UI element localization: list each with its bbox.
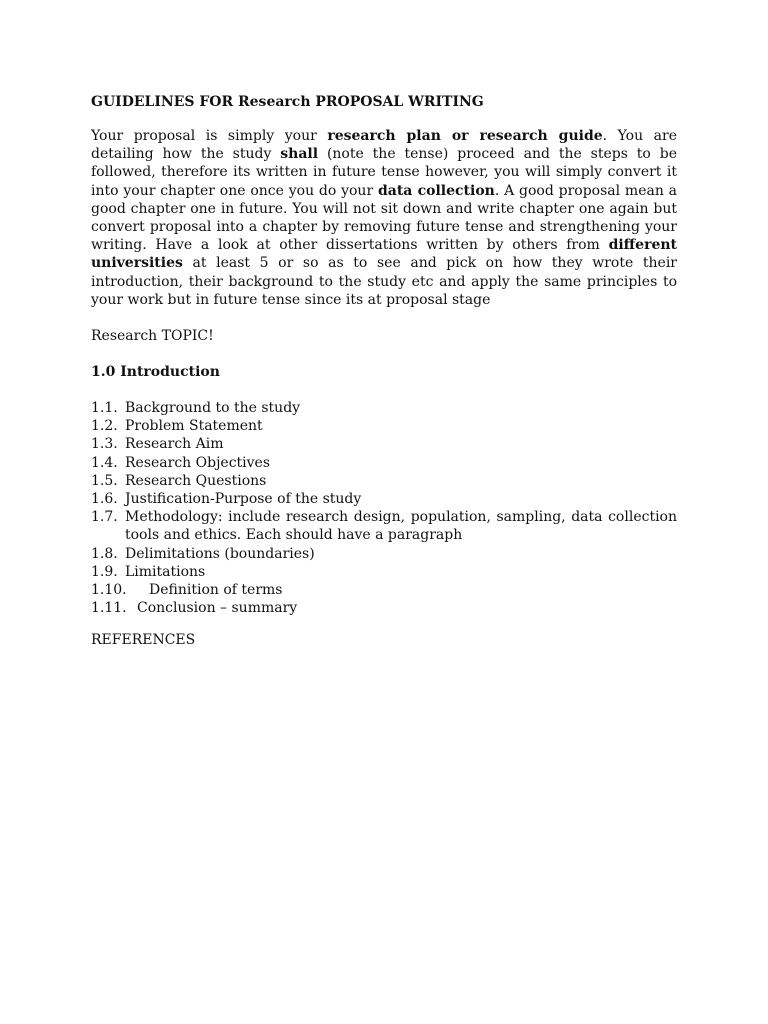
outline-number: 1.2. bbox=[91, 418, 118, 435]
outline-text: Research Aim bbox=[125, 436, 224, 453]
intro-segment-bold: data collection bbox=[377, 182, 495, 199]
section-title: 1.0 Introduction bbox=[91, 364, 220, 381]
outline-item bbox=[91, 581, 677, 599]
outline-item bbox=[91, 508, 677, 544]
outline-text: Methodology: include research design, population, sampling, data collection tools and ethics. Each should have a paragraph bbox=[125, 509, 677, 544]
outline-item bbox=[91, 454, 677, 472]
intro-segment-bold: different universities bbox=[91, 237, 677, 272]
outline-item bbox=[91, 399, 677, 417]
outline-number: 1.10. bbox=[91, 582, 127, 599]
outline-text: Delimitations (boundaries) bbox=[125, 545, 315, 562]
outline-number: 1.8. bbox=[91, 545, 118, 562]
document-heading: GUIDELINES FOR Research PROPOSAL WRITING bbox=[91, 94, 484, 110]
outline-number: 1.6. bbox=[91, 491, 118, 508]
outline-number: 1.1. bbox=[91, 400, 118, 417]
outline-text: Research Questions bbox=[125, 472, 267, 489]
outline-text: Conclusion – summary bbox=[137, 600, 298, 617]
intro-segment-bold: shall bbox=[280, 146, 319, 163]
intro-paragraph bbox=[91, 127, 677, 309]
outline-text: Justification-Purpose of the study bbox=[125, 491, 362, 508]
outline-number: 1.4. bbox=[91, 454, 118, 471]
outline-number: 1.7. bbox=[91, 509, 118, 526]
intro-segment: . You are detailing how the study bbox=[91, 128, 677, 163]
outline-text: Limitations bbox=[125, 563, 206, 580]
outline-item bbox=[91, 599, 677, 617]
outline-item bbox=[91, 563, 677, 581]
outline-text: Definition of terms bbox=[149, 582, 283, 599]
outline-list bbox=[91, 399, 677, 617]
document-body bbox=[91, 91, 677, 650]
outline-number: 1.3. bbox=[91, 436, 118, 453]
research-topic: Research TOPIC! bbox=[91, 328, 214, 345]
intro-segment: Your proposal is simply your bbox=[91, 128, 328, 144]
intro-segment: (note the tense) proceed and the steps to be followed, therefore its written in future tense however, you will simply convert it into your chapter one once you do your bbox=[91, 146, 677, 199]
outline-item bbox=[91, 435, 677, 453]
outline-item bbox=[91, 490, 677, 508]
outline-item bbox=[91, 472, 677, 490]
intro-segment-bold: research plan or research guide bbox=[327, 128, 603, 144]
intro-segment: . A good proposal mean a good chapter one in future. You will not sit down and write chapter one again but convert proposal into a chapter by removing future tense and strengthening your writing. Have a look at other dissertations written by others from bbox=[91, 182, 677, 254]
outline-number: 1.9. bbox=[91, 563, 118, 580]
outline-number: 1.11. bbox=[91, 600, 127, 617]
outline-item bbox=[91, 545, 677, 563]
outline-text: Problem Statement bbox=[125, 418, 263, 435]
intro-segment: at least 5 or so as to see and pick on how they wrote their introduction, their background to the study etc and apply the same principles to your work but in future tense since its at proposal stage bbox=[91, 255, 677, 308]
outline-text: Research Objectives bbox=[125, 454, 271, 471]
outline-text: Background to the study bbox=[125, 400, 301, 417]
references-heading: REFERENCES bbox=[91, 632, 196, 649]
outline-number: 1.5. bbox=[91, 472, 118, 489]
outline-item bbox=[91, 417, 677, 435]
